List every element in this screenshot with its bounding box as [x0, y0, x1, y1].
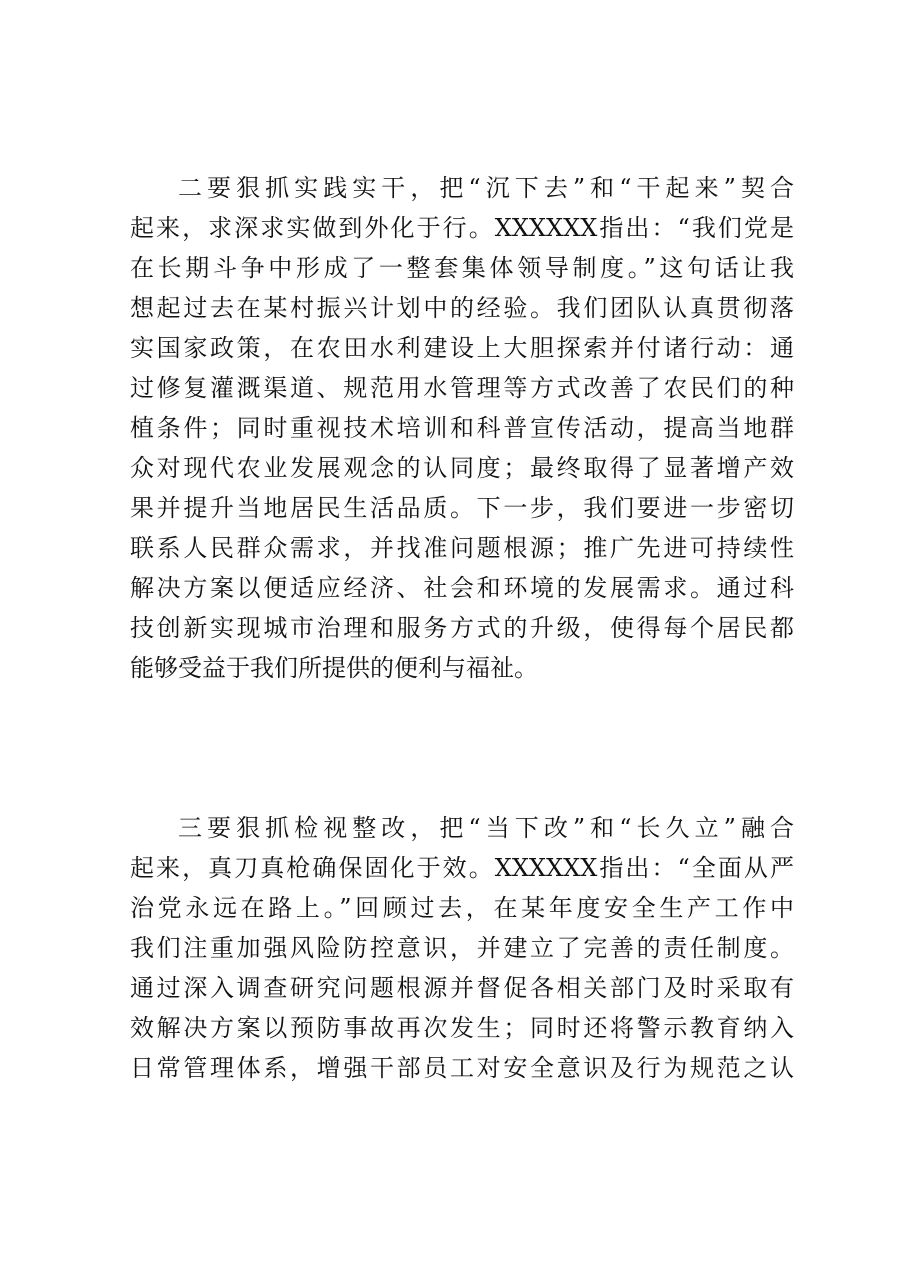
paragraph-line: 过修复灌溉渠道、规范用水管理等方式改善了农民们的种 — [130, 374, 794, 402]
paragraph-line: 我们注重加强风险防控意识，并建立了完善的责任制度。 — [130, 934, 794, 962]
paragraph-line: 果并提升当地居民生活品质。下一步，我们要进一步密切 — [130, 494, 794, 522]
paragraph-practice — [130, 168, 794, 688]
paragraph-line: 技创新实现城市治理和服务方式的升级，使得每个居民都 — [130, 614, 794, 642]
paragraph-line: 起来，求深求实做到外化于行。XXXXXX指出：“我们党是 — [130, 214, 794, 242]
paragraph-line: 植条件；同时重视技术培训和科普宣传活动，提高当地群 — [130, 414, 794, 442]
paragraph-line: 通过深入调查研究问题根源并督促各相关部门及时采取有 — [130, 974, 794, 1002]
paragraph-line: 起来，真刀真枪确保固化于效。XXXXXX指出：“全面从严 — [130, 854, 794, 882]
paragraph-line: 实国家政策，在农田水利建设上大胆探索并付诸行动：通 — [130, 334, 794, 362]
paragraph-line: 二要狠抓实践实干，把“沉下去”和“干起来”契合 — [178, 174, 794, 202]
paragraph-line: 在长期斗争中形成了一整套集体领导制度。”这句话让我 — [130, 254, 794, 282]
paragraph-line: 解决方案以便适应经济、社会和环境的发展需求。通过科 — [130, 574, 794, 602]
paragraph-line: 能够受益于我们所提供的便利与福祉。 — [130, 654, 538, 682]
paragraph-line: 效解决方案以预防事故再次发生；同时还将警示教育纳入 — [130, 1014, 794, 1042]
paragraph-line: 联系人民群众需求，并找准问题根源；推广先进可持续性 — [130, 534, 794, 562]
paragraph-line: 治党永远在路上。”回顾过去，在某年度安全生产工作中 — [130, 894, 794, 922]
paragraph-line: 想起过去在某村振兴计划中的经验。我们团队认真贯彻落 — [130, 294, 794, 322]
paragraph-line: 众对现代农业发展观念的认同度；最终取得了显著增产效 — [130, 454, 794, 482]
paragraph-line: 三要狠抓检视整改，把“当下改”和“长久立”融合 — [178, 814, 794, 842]
paragraph-line: 日常管理体系，增强干部员工对安全意识及行为规范之认 — [130, 1054, 794, 1082]
paragraph-rectification — [130, 808, 794, 1088]
